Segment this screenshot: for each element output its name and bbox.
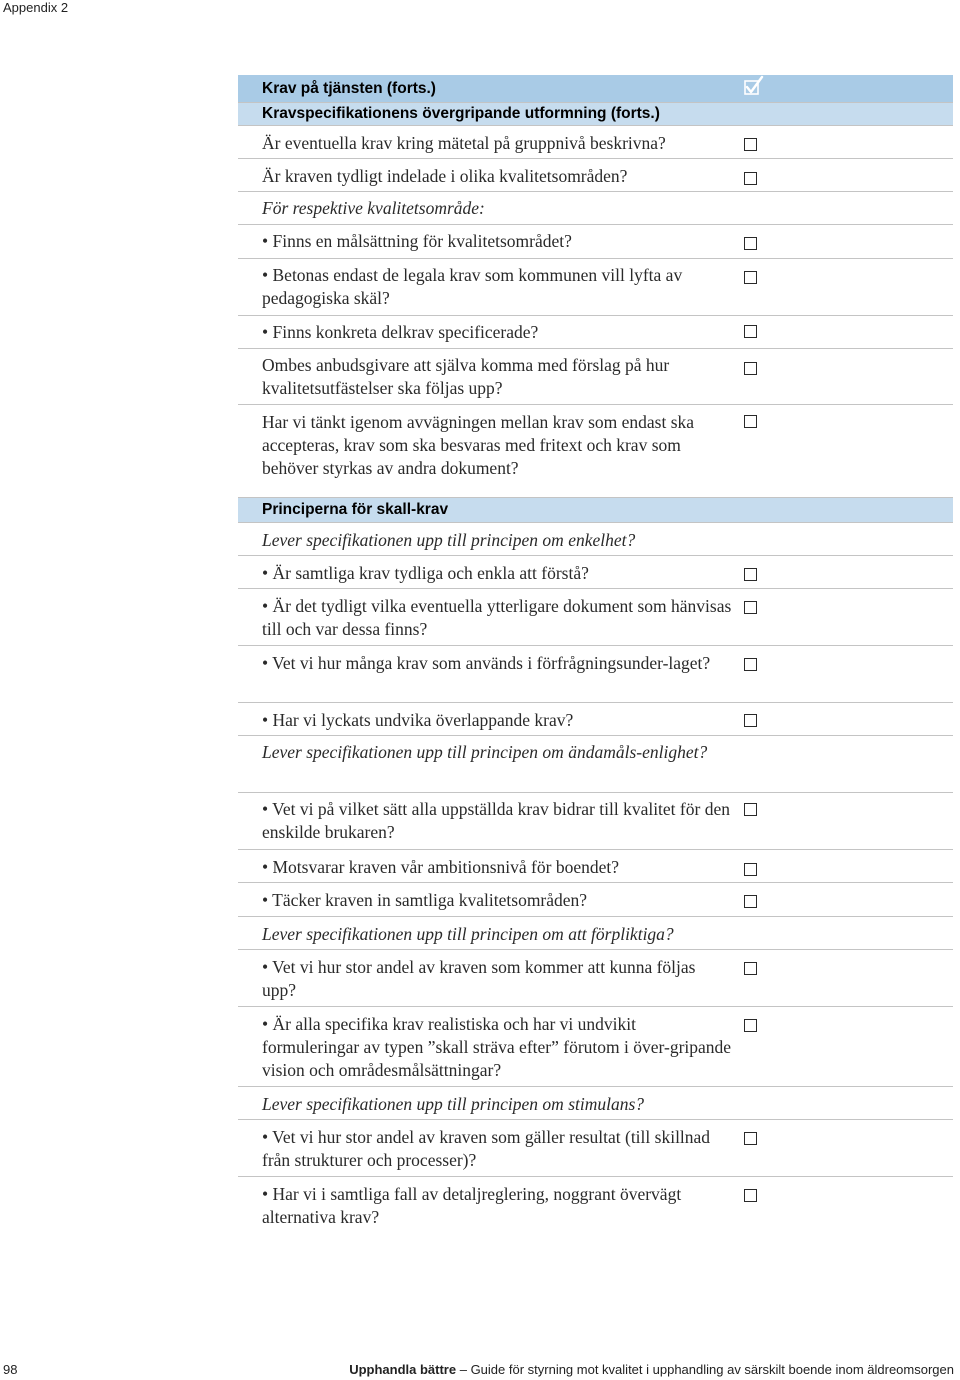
item-text: • Motsvarar kraven vår ambitionsnivå för boendet? [262, 857, 619, 877]
checklist [238, 75, 953, 1234]
checklist-subheading [238, 523, 953, 556]
checklist-item [238, 1120, 953, 1177]
item-text: Har vi tänkt igenom avvägningen mellan krav som endast ska accepteras, krav som ska besvaras med fritext och krav som behöver styrkas av andra dokument? [262, 412, 695, 478]
checkbox[interactable] [744, 237, 757, 250]
checkbox[interactable] [744, 568, 757, 581]
checkbox[interactable] [744, 962, 757, 975]
checklist-item [238, 646, 953, 703]
checklist-item [238, 950, 953, 1007]
item-text: Kravspecifikationens övergripande utformning (forts.) [262, 105, 660, 122]
item-text: Lever specifikationen upp till principen om att förpliktiga? [262, 924, 674, 944]
item-text: • Har vi i samtliga fall av detaljreglering, noggrant övervägt alternativa krav? [262, 1184, 682, 1227]
checklist-subheading [238, 192, 953, 225]
item-text: Lever specifikationen upp till principen om ändamåls-enlighet? [262, 742, 708, 762]
section-header [238, 498, 953, 523]
item-text: • Är samtliga krav tydliga och enkla att förstå? [262, 563, 589, 583]
checkbox[interactable] [744, 325, 757, 338]
checkbox[interactable] [744, 1189, 757, 1202]
section-header [238, 75, 953, 103]
checkbox[interactable] [744, 658, 757, 671]
item-text: • Betonas endast de legala krav som kommunen vill lyfta av pedagogiska skäl? [262, 265, 683, 308]
item-text: • Har vi lyckats undvika överlappande krav? [262, 710, 574, 730]
item-text: • Finns en målsättning för kvalitetsområdet? [262, 231, 572, 251]
checklist-item [238, 225, 953, 259]
checkbox[interactable] [744, 271, 757, 284]
item-text: • Vet vi hur stor andel av kraven som gäller resultat (till skillnad från strukturer och processer)? [262, 1127, 711, 1170]
item-text: • Är alla specifika krav realistiska och har vi undvikit formuleringar av typen ”skall sträva efter” förutom i över-gripande vision och områdesmålsättningar? [262, 1014, 732, 1080]
checkbox[interactable] [744, 714, 757, 727]
item-text: Lever specifikationen upp till principen om stimulans? [262, 1094, 645, 1114]
item-text: • Täcker kraven in samtliga kvalitetsområden? [262, 890, 588, 910]
footer [349, 1362, 954, 1377]
item-text: • Är det tydligt vilka eventuella ytterligare dokument som hänvisas till och var dessa finns? [262, 596, 732, 639]
checkmark-icon [742, 75, 764, 97]
item-text: Är eventuella krav kring mätetal på gruppnivå beskrivna? [262, 133, 666, 153]
item-text: • Vet vi på vilket sätt alla uppställda krav bidrar till kvalitet för den enskilde brukaren? [262, 799, 730, 842]
checklist-item [238, 589, 953, 646]
item-text: Är kraven tydligt indelade i olika kvalitetsområden? [262, 166, 628, 186]
checklist-item [238, 349, 953, 405]
item-text: Lever specifikationen upp till principen om enkelhet? [262, 530, 636, 550]
item-text: • Finns konkreta delkrav specificerade? [262, 322, 539, 342]
checklist-item [238, 556, 953, 589]
checklist-subheading [238, 736, 953, 793]
item-text: För respektive kvalitetsområde: [262, 198, 485, 218]
checkbox[interactable] [744, 415, 757, 428]
checkbox[interactable] [744, 362, 757, 375]
checklist-item [238, 850, 953, 883]
item-text: • Vet vi hur stor andel av kraven som kommer att kunna följas upp? [262, 957, 696, 1000]
checklist-item [238, 883, 953, 917]
footer-dash: – [456, 1362, 471, 1377]
checkbox[interactable] [744, 601, 757, 614]
item-text: Ombes anbudsgivare att själva komma med förslag på hur kvalitetsutfästelser ska följas upp? [262, 355, 670, 398]
checklist-item [238, 1007, 953, 1087]
checklist-item [238, 703, 953, 736]
checkbox[interactable] [744, 863, 757, 876]
checklist-item [238, 126, 953, 159]
section-header [238, 103, 953, 126]
footer-title: Upphandla bättre [349, 1362, 457, 1377]
checklist-item [238, 316, 953, 349]
item-text: Principerna för skall-krav [262, 501, 449, 518]
checklist-subheading [238, 917, 953, 950]
checklist-item [238, 405, 953, 498]
checklist-item [238, 259, 953, 316]
checklist-item [238, 159, 953, 192]
checkbox[interactable] [744, 138, 757, 151]
footer-subtitle: Guide för styrning mot kvalitet i upphandling av särskilt boende inom äldreomsorgen [470, 1362, 954, 1377]
item-text: • Vet vi hur många krav som används i förfrågningsunder-laget? [262, 653, 711, 673]
checkbox[interactable] [744, 1019, 757, 1032]
checkbox[interactable] [744, 895, 757, 908]
checkbox[interactable] [744, 172, 757, 185]
checklist-item [238, 1177, 953, 1234]
checkbox[interactable] [744, 1132, 757, 1145]
appendix-label: Appendix 2 [3, 0, 69, 15]
checklist-subheading [238, 1087, 953, 1120]
page-number: 98 [3, 1362, 18, 1377]
checklist-item [238, 793, 953, 850]
checkbox[interactable] [744, 803, 757, 816]
item-text: Krav på tjänsten (forts.) [262, 80, 436, 97]
